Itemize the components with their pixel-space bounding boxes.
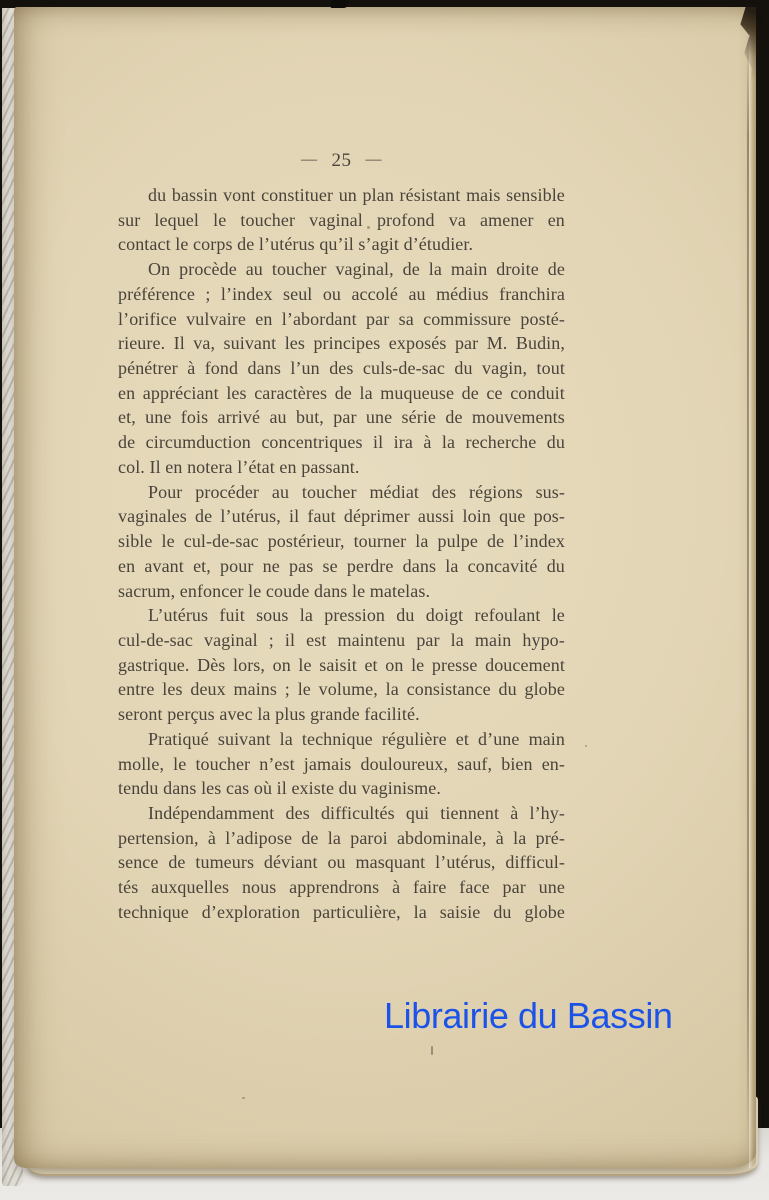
word: à	[187, 358, 196, 379]
word: cul-de-sac	[118, 629, 193, 650]
word: une	[365, 407, 393, 428]
word: et,	[118, 407, 136, 428]
word: bien	[501, 753, 533, 774]
word: l’utérus,	[220, 506, 281, 527]
watermark-text: Librairie du Bassin	[384, 995, 673, 1036]
word: masquant	[355, 852, 426, 873]
text-line: col. Il en notera l’état en passant.	[118, 456, 360, 477]
word: à	[207, 827, 216, 848]
word: lors,	[233, 654, 265, 675]
text-line: sacrum, enfoncer le coude dans le matelas.	[118, 580, 431, 601]
text-line	[118, 208, 565, 233]
word: deux	[190, 679, 226, 700]
word: fois	[180, 407, 209, 428]
word: sus-	[535, 481, 565, 502]
paper-speck	[585, 745, 587, 747]
word: à	[423, 432, 432, 453]
word: toucher	[271, 259, 327, 280]
word: du	[148, 185, 167, 205]
word: en	[118, 382, 136, 403]
word: par	[502, 877, 526, 898]
word: à	[392, 877, 401, 898]
word: de	[168, 852, 186, 873]
word: M.	[486, 333, 508, 354]
word: les	[162, 679, 183, 700]
word: de	[461, 382, 479, 403]
word: bassin	[171, 185, 218, 205]
word: globe	[524, 901, 565, 922]
word: gastrique.	[118, 654, 190, 675]
text-line	[118, 900, 565, 925]
word: hypo-	[522, 629, 565, 650]
word: il	[288, 506, 300, 527]
word: on	[385, 654, 404, 675]
top-edge-notch	[330, 0, 349, 8]
word: postérieur,	[267, 531, 345, 552]
word: se	[322, 555, 338, 576]
text-line	[118, 282, 565, 307]
word: vaginal	[309, 209, 363, 230]
word: fond	[204, 358, 239, 379]
word: vont	[223, 185, 256, 205]
word: la	[327, 827, 341, 848]
word: sur	[118, 209, 141, 230]
word: mouvements	[471, 407, 565, 428]
word: concavité	[467, 555, 538, 576]
word: une	[145, 407, 172, 428]
word: tumeurs	[195, 852, 255, 873]
word: sous	[256, 605, 289, 626]
word: la	[299, 605, 313, 626]
word: sible	[118, 531, 153, 552]
word: globe	[524, 679, 565, 700]
word: au	[271, 481, 290, 502]
word: la	[415, 531, 429, 552]
word: Budin,	[515, 333, 565, 354]
word: au	[408, 283, 426, 304]
word: on	[272, 654, 291, 675]
word: arrivé	[217, 407, 261, 428]
text-line: tendu dans les cas où il existe du vaginisme.	[118, 778, 441, 799]
word: technique	[118, 901, 189, 922]
word: Pratiqué	[148, 728, 209, 749]
word: par	[366, 308, 390, 329]
word: toucher	[195, 753, 251, 774]
word: par	[416, 629, 440, 650]
word: du	[454, 358, 473, 379]
text-line: seront perçus avec la plus grande facilité.	[118, 704, 420, 725]
word: auxquelles	[151, 877, 230, 898]
word: tiennent	[440, 802, 500, 823]
word: franchira	[499, 283, 565, 304]
body-text	[118, 183, 565, 925]
word: douloureux,	[360, 753, 449, 774]
word: le	[213, 209, 227, 230]
word: régions	[469, 481, 523, 502]
text-line	[118, 430, 565, 455]
word: technique	[301, 728, 373, 749]
word: l’hy-	[529, 802, 565, 823]
word: de	[195, 506, 213, 527]
word: le	[297, 679, 311, 700]
word: la	[279, 728, 293, 749]
word: d’exploration	[201, 901, 301, 922]
word: sa	[398, 308, 414, 329]
word: vaginal	[204, 629, 258, 650]
word: la	[445, 555, 459, 576]
word: déprimer	[343, 506, 410, 527]
word: les	[284, 333, 305, 354]
word: la	[513, 827, 527, 848]
word: loin	[462, 506, 491, 527]
word: main	[474, 629, 512, 650]
word: conduit	[510, 382, 565, 403]
word: difficul-	[505, 852, 565, 873]
word: commissure	[423, 308, 512, 329]
word: maintenu	[337, 629, 406, 650]
word: jamais	[303, 753, 352, 774]
text-line	[118, 727, 565, 752]
word: est	[306, 629, 327, 650]
word: que	[499, 506, 526, 527]
word: accolé	[351, 283, 399, 304]
word: muqueuse	[380, 382, 455, 403]
word: ;	[205, 283, 211, 304]
word: appréciant	[142, 382, 219, 403]
word: de	[547, 259, 565, 280]
paper-speck	[242, 1097, 245, 1099]
word: la	[450, 629, 464, 650]
word: dans	[247, 358, 281, 379]
header-dash-left: —	[301, 151, 318, 168]
word: aussi	[417, 506, 455, 527]
ink-tick-mark	[431, 1046, 433, 1055]
word: concentriques	[261, 432, 363, 453]
word: saisit	[319, 654, 357, 675]
word: à	[495, 827, 504, 848]
word: en	[255, 308, 273, 329]
word: vagin,	[482, 358, 528, 379]
word: des	[285, 802, 310, 823]
word: mains	[233, 679, 278, 700]
word: procède	[179, 259, 237, 280]
word: tourner	[353, 531, 407, 552]
word: l’orifice	[118, 308, 177, 329]
word: le	[551, 605, 565, 626]
word: et	[455, 728, 469, 749]
word: suivant	[217, 728, 271, 749]
word: médius	[436, 283, 489, 304]
text-line	[118, 850, 565, 875]
word: perdre	[346, 555, 394, 576]
word: Pour	[148, 481, 183, 502]
word: recherche	[465, 432, 537, 453]
word: des	[329, 358, 354, 379]
word: l’abordant	[281, 308, 357, 329]
text-line	[118, 628, 565, 653]
word: Dès	[197, 654, 226, 675]
word: toucher	[301, 481, 357, 502]
word: il	[373, 432, 384, 453]
word: Indépendamment	[148, 802, 275, 823]
page-header	[118, 150, 565, 172]
word: la	[441, 432, 456, 453]
text-line	[118, 677, 565, 702]
word: ou	[327, 852, 346, 873]
text-line	[118, 801, 565, 826]
word: du	[546, 432, 565, 453]
word: va	[448, 209, 466, 230]
word: le	[173, 753, 187, 774]
word: au	[269, 407, 287, 428]
word: et	[364, 654, 378, 675]
word: apprendrons	[289, 877, 380, 898]
word: n’est	[259, 753, 295, 774]
word: du	[493, 901, 512, 922]
word: droite	[496, 259, 539, 280]
word: la	[413, 901, 427, 922]
word: pas	[289, 555, 314, 576]
word: principes	[313, 333, 381, 354]
text-line	[118, 752, 565, 777]
word: abdominale,	[396, 827, 487, 848]
text-line	[118, 356, 565, 381]
word: ne	[262, 555, 280, 576]
word: sauf,	[457, 753, 493, 774]
word: procéder	[195, 481, 260, 502]
text-line	[118, 307, 565, 332]
word: à	[510, 802, 519, 823]
word: face	[459, 877, 490, 898]
page-number: 25	[331, 150, 352, 171]
word: cul-de-sac	[183, 531, 259, 552]
word: du	[396, 605, 415, 626]
word: ira	[393, 432, 413, 453]
word: en-	[541, 753, 565, 774]
word: tout	[536, 358, 565, 379]
word: la	[359, 382, 373, 403]
word: but,	[296, 407, 324, 428]
word: vulvaire	[186, 308, 246, 329]
word: consistance	[406, 679, 491, 700]
text-line	[118, 183, 565, 208]
word: amener	[480, 209, 534, 230]
word: médiat	[369, 481, 420, 502]
word: le	[298, 654, 312, 675]
word: Il	[173, 333, 185, 354]
word: régulière	[381, 728, 447, 749]
word: pertension,	[118, 827, 199, 848]
word: la	[428, 259, 442, 280]
word: caractères	[254, 382, 328, 403]
word: va,	[193, 333, 216, 354]
word: lequel	[154, 209, 199, 230]
word: les	[226, 382, 247, 403]
word: pré-	[535, 827, 565, 848]
word: série	[401, 407, 437, 428]
word: pour	[220, 555, 254, 576]
word: paroi	[350, 827, 388, 848]
word: nous	[241, 877, 277, 898]
word: par	[454, 333, 479, 354]
word: pénétrer	[118, 358, 178, 379]
text-line	[118, 554, 565, 579]
word: vaginal,	[335, 259, 394, 280]
word: main	[528, 728, 565, 749]
word: seul	[283, 283, 313, 304]
text-line	[118, 480, 565, 505]
word: un	[338, 185, 357, 205]
word: main	[450, 259, 488, 280]
word: en	[118, 555, 136, 576]
word: la	[385, 679, 399, 700]
word: l’index	[513, 531, 565, 552]
text-line	[118, 331, 565, 356]
text-line	[118, 405, 565, 430]
word: fuit	[219, 605, 245, 626]
word: difficultés	[320, 802, 395, 823]
text-line	[118, 826, 565, 851]
word: particulière,	[313, 901, 401, 922]
word: pulpe	[437, 531, 478, 552]
word: ce	[486, 382, 503, 403]
word: suivant	[223, 333, 277, 354]
word: l’index	[220, 283, 273, 304]
text-line	[118, 504, 565, 529]
word: presse	[431, 654, 478, 675]
word: tés	[118, 877, 139, 898]
word: en	[547, 209, 565, 230]
word: de	[402, 259, 420, 280]
text-line	[118, 381, 565, 406]
word: sensible	[506, 185, 565, 205]
word: et,	[193, 555, 211, 576]
word: d’une	[478, 728, 520, 749]
word: du	[498, 679, 517, 700]
page-right-margin-fold	[749, 7, 756, 1168]
word: de	[334, 382, 352, 403]
word: résistant	[399, 185, 461, 205]
word: sence	[118, 852, 159, 873]
word: déviant	[263, 852, 318, 873]
word: profond	[376, 209, 435, 230]
word: ;	[284, 679, 290, 700]
text-line	[118, 875, 565, 900]
word: du	[546, 555, 565, 576]
word: faire	[413, 877, 447, 898]
word: l’utérus,	[435, 852, 496, 873]
word: l’un	[290, 358, 320, 379]
word: il	[284, 629, 296, 650]
word: faut	[307, 506, 336, 527]
word: dans	[402, 555, 437, 576]
word: doucement	[485, 654, 565, 675]
word: préférence	[118, 283, 195, 304]
word: refoulant	[474, 605, 541, 626]
word: culs-de-sac	[362, 358, 445, 379]
word: au	[245, 259, 263, 280]
text-line: contact le corps de l’utérus qu’il s’agit d’étudier.	[118, 234, 474, 255]
word: avant	[144, 555, 184, 576]
word: de	[445, 407, 463, 428]
word: pression	[324, 605, 386, 626]
word: toucher	[240, 209, 296, 230]
word: entre	[118, 679, 155, 700]
word: par	[333, 407, 357, 428]
word: vaginales	[118, 506, 187, 527]
word: pos-	[533, 506, 565, 527]
word: rieure.	[118, 333, 166, 354]
torn-corner	[730, 7, 756, 103]
word: circumduction	[145, 432, 251, 453]
word: L’utérus	[148, 605, 209, 626]
word: de	[118, 432, 136, 453]
word: ;	[268, 629, 274, 650]
word: de	[301, 827, 319, 848]
text-line	[118, 529, 565, 554]
word: On	[148, 259, 171, 280]
word: mais	[466, 185, 501, 205]
word: volume,	[318, 679, 378, 700]
word: plan	[362, 185, 394, 205]
word: l’adipose	[225, 827, 293, 848]
text-line	[118, 603, 565, 628]
header-dash-right: —	[365, 151, 382, 168]
word: ou	[322, 283, 342, 304]
word: de	[487, 531, 505, 552]
word: le	[411, 654, 425, 675]
word: qui	[405, 802, 430, 823]
word: des	[431, 481, 457, 502]
word: posté-	[520, 308, 565, 329]
word: molle,	[118, 753, 165, 774]
word: exposés	[388, 333, 447, 354]
word: saisie	[439, 901, 481, 922]
word: une	[538, 877, 565, 898]
text-line	[118, 653, 565, 678]
word: doigt	[425, 605, 464, 626]
paper-speck	[367, 226, 370, 229]
text-line	[118, 257, 565, 282]
word: constituer	[261, 185, 334, 205]
word: le	[161, 531, 175, 552]
